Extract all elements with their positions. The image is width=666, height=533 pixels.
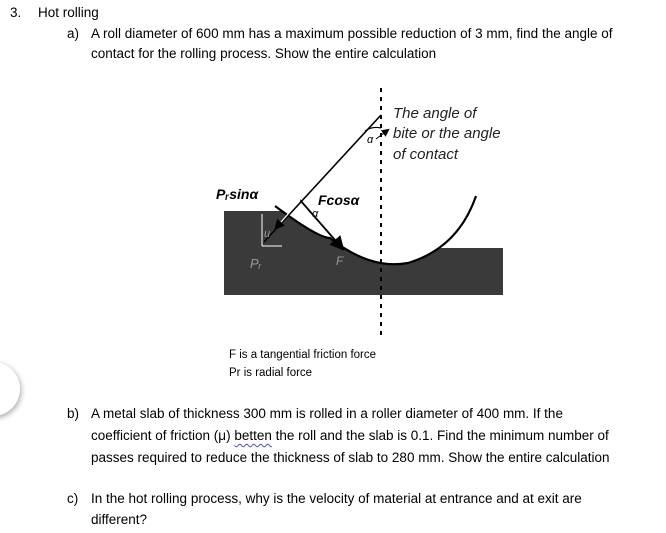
u-label: u bbox=[264, 228, 271, 240]
note-radial: Pr is radial force bbox=[229, 367, 313, 379]
alpha-lower-label: α bbox=[312, 208, 319, 220]
rolling-diagram bbox=[200, 88, 540, 350]
note-friction: F is a tangential friction force bbox=[229, 349, 377, 361]
f-label: F bbox=[336, 254, 344, 268]
annotation-line-1: The angle of bbox=[393, 105, 477, 122]
alpha-symbol: α bbox=[367, 134, 374, 146]
part-b-line-1: A metal slab of thickness 300 mm is rolled in a roller diameter of 400 mm. If the bbox=[91, 406, 563, 421]
annotation-pointer bbox=[376, 130, 388, 139]
pr-label: Pᵣ bbox=[250, 256, 262, 271]
annotation-line-2: bite or the angle bbox=[393, 125, 501, 142]
part-c-line-1: In the hot rolling process, why is the velocity of material at entrance and at exit are bbox=[91, 491, 582, 506]
part-a-line-2: contact for the rolling process. Show the entire calculation bbox=[91, 46, 437, 61]
annotation-line-3: of contact bbox=[393, 146, 459, 163]
part-b-line-2-before: coefficient of friction (μ) bbox=[91, 428, 235, 443]
fcos-label: Fcosα bbox=[318, 192, 360, 208]
part-a-label: a) bbox=[67, 26, 80, 41]
misspelled-word[interactable]: betten bbox=[234, 428, 272, 443]
part-b-line-3: passes required to reduce the thickness of slab to 280 mm. Show the entire calculation bbox=[91, 450, 610, 465]
side-scroll-handle[interactable] bbox=[0, 362, 20, 416]
psin-label: Pᵣsinα bbox=[216, 186, 259, 202]
question-number: 3. bbox=[10, 5, 22, 20]
part-c-label: c) bbox=[67, 491, 79, 506]
part-b-label: b) bbox=[67, 406, 80, 421]
part-b-line-2-after: the roll and the slab is 0.1. Find the minimum number of bbox=[271, 428, 609, 443]
part-c-line-2: different? bbox=[91, 512, 148, 527]
part-a-line-1: A roll diameter of 600 mm has a maximum possible reduction of 3 mm, find the angle of bbox=[91, 26, 613, 41]
question-title: Hot rolling bbox=[38, 5, 99, 20]
part-b-line-2 bbox=[91, 425, 609, 447]
